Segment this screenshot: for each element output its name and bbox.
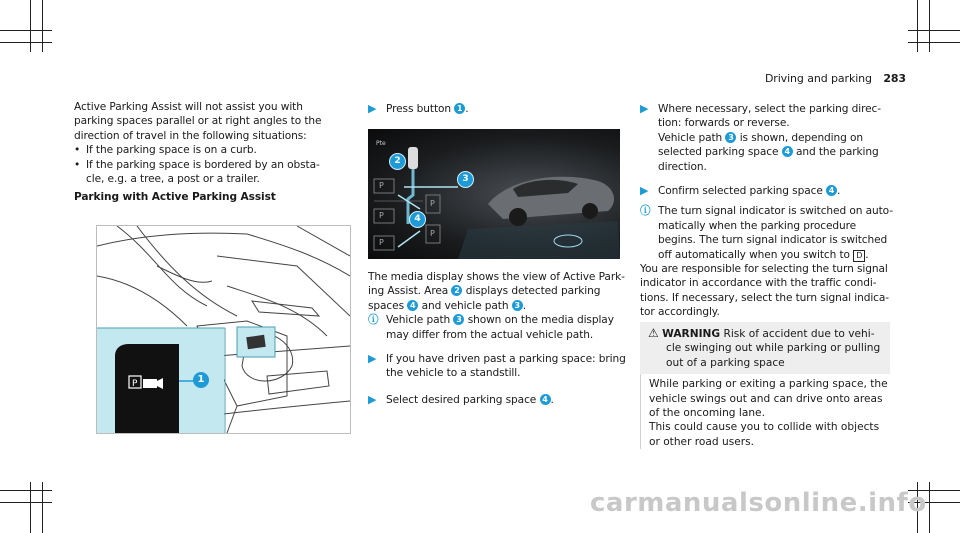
info-note: ⓘ The turn signal indicator is switched on auto- matically when the parking procedure begins. The turn signal indicator is switched off automatically when you switch to D . <box>640 205 893 261</box>
running-header <box>765 72 906 86</box>
screen-slot-p: P <box>379 238 384 247</box>
screen-slot-p: P <box>379 211 384 220</box>
svg-text:Pte: Pte <box>376 140 386 147</box>
responsibility-paragraph: You are responsible for selecting the turn signal indicator in accordance with the traffic condi- tions. If necessary, select the turn signal indica- tor accordingly. <box>640 263 890 319</box>
step-arrow-icon: ▶ <box>368 102 377 115</box>
step-arrow-icon: ▶ <box>640 184 649 198</box>
column-3 <box>640 102 893 320</box>
section-heading: Parking with Active Parking Assist <box>74 191 276 204</box>
intro-line: parking spaces parallel or at right angles to the <box>74 115 322 128</box>
callout-1: 1 <box>193 372 209 388</box>
column-2-body: The media display shows the view of Active Park- ing Assist. Area 2 displays detected parking spaces 4 and vehicle path 3 . ⓘ Vehicle path 3 shown on the media display may differ from the actual vehicle path. ▶ If you have driven past a parking space: bring the vehicle to a standstill. ▶ Select desired parking space 4 . <box>368 271 626 406</box>
warning-triangle-icon: ⚠ <box>648 326 659 340</box>
warning-box: ⚠ WARNING Risk of accident due to vehi- cle swinging out while parking or pulling out of a parking space While parking or exiting a parking space, the vehicle swings out and can drive onto areas of the oncoming lane. This could cause you to collide with objects or other road users. <box>640 322 890 452</box>
bullet-item: • If the parking space is on a curb. <box>74 144 257 157</box>
step-arrow-icon: ▶ <box>368 392 377 406</box>
watermark: carmanualsonline.info <box>590 488 927 518</box>
callout-3: 3 <box>457 171 474 188</box>
info-icon: ⓘ <box>368 314 379 327</box>
console-illustration <box>96 225 351 434</box>
screen-slot-p: P <box>430 229 435 238</box>
step-select-direction: ▶ Where necessary, select the parking direc- tion: forwards or reverse. Vehicle path 3 is shown, depending on selected parking space 4 and the parking direction. <box>640 102 881 173</box>
warning-header: ⚠ WARNING Risk of accident due to vehi- cle swinging out while parking or pulling out of a parking space <box>640 322 890 374</box>
step-confirm-space: ▶ Confirm selected parking space 4 . <box>640 184 841 198</box>
gear-d-icon: D <box>853 250 865 262</box>
header-title: Driving and parking <box>764 72 872 85</box>
intro-line: Active Parking Assist will not assist you with <box>74 101 303 113</box>
callout-2: 2 <box>389 153 406 170</box>
step-arrow-icon: ▶ <box>368 352 377 366</box>
page-number: 283 <box>883 72 906 85</box>
step-arrow-icon: ▶ <box>640 102 649 115</box>
column-1 <box>74 100 350 205</box>
column-2 <box>368 102 624 116</box>
callout-4: 4 <box>409 211 426 228</box>
bullet-item: • If the parking space is bordered by an obsta- cle, e.g. a tree, a post or a trailer. <box>74 158 320 186</box>
callout-badge: 1 <box>454 103 465 114</box>
console-line-drawing <box>97 226 350 433</box>
step-stop-vehicle: ▶ If you have driven past a parking space: bring the vehicle to a standstill. <box>368 352 626 380</box>
step-press-button: ▶ Press button 1 . <box>368 102 469 115</box>
info-note: ⓘ Vehicle path 3 shown on the media display may differ from the actual vehicle path. <box>368 314 614 341</box>
screen-slot-p: P <box>379 181 384 190</box>
parking-view-graphic <box>368 129 620 259</box>
step-select-space: ▶ Select desired parking space 4 . <box>368 392 554 406</box>
info-icon: ⓘ <box>640 205 651 218</box>
screen-slot-p: P <box>430 199 435 208</box>
media-display-image <box>368 129 620 259</box>
intro-line: direction of travel in the following situations: <box>74 129 307 142</box>
svg-text:P: P <box>132 379 138 389</box>
